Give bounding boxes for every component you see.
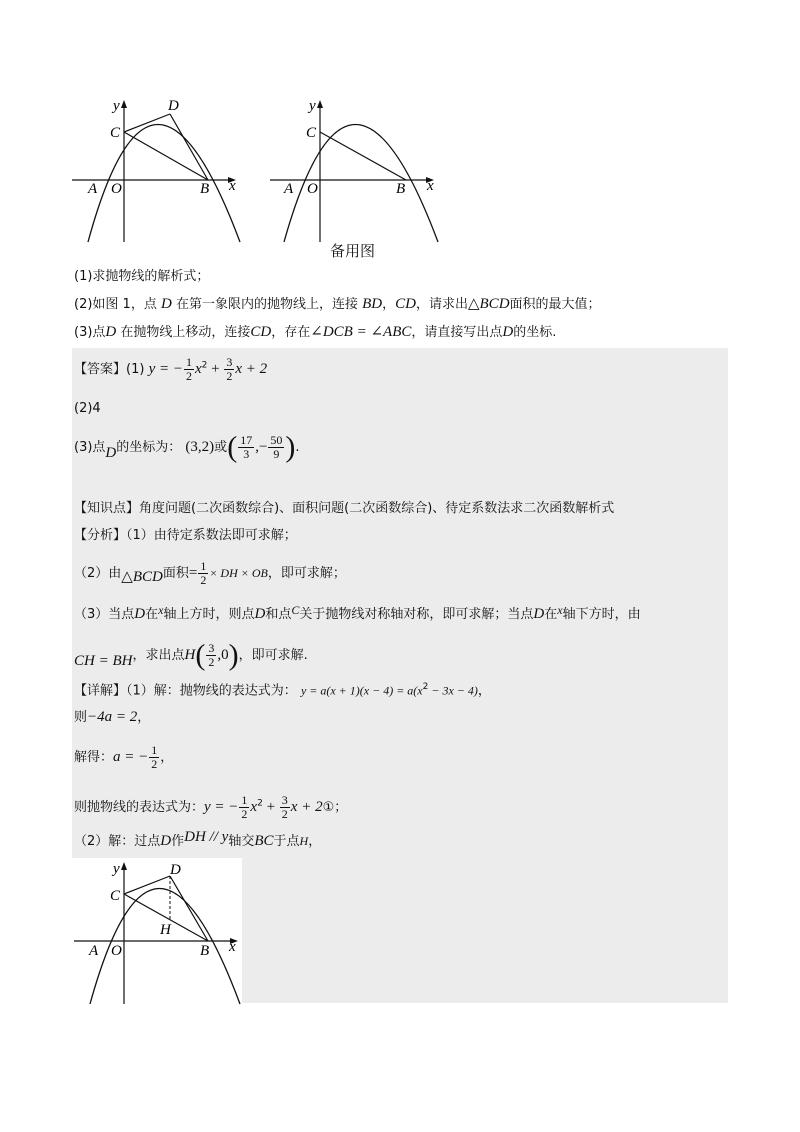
label-y: y bbox=[113, 98, 120, 114]
analysis-2 bbox=[74, 560, 346, 587]
answer-text: 的坐标为： bbox=[116, 440, 182, 455]
label-b: B bbox=[396, 181, 406, 197]
y-arrow-icon bbox=[121, 862, 127, 870]
q2-point-d: D bbox=[160, 296, 172, 312]
segment-cb bbox=[124, 132, 208, 180]
detail-text: ， bbox=[308, 834, 322, 849]
q3-segment-cd: CD bbox=[250, 324, 272, 340]
q2-segment-cd: CD bbox=[395, 296, 416, 312]
fraction: $\frac{3}{2}$ bbox=[226, 355, 233, 383]
detail-text: ； bbox=[334, 800, 348, 815]
detail-math: + bbox=[262, 799, 279, 815]
paren-left: ( bbox=[227, 430, 238, 464]
analysis-text: ，求出点 bbox=[132, 648, 185, 663]
answer-point-d: D bbox=[105, 445, 117, 461]
segment-db bbox=[170, 114, 208, 180]
analysis-axis-x: x bbox=[158, 603, 164, 617]
analysis-text: （2）由 bbox=[74, 566, 122, 581]
detail-text: 于点 bbox=[273, 834, 300, 849]
analysis-text: 在 bbox=[145, 607, 159, 622]
answer-text: . bbox=[295, 440, 300, 455]
label-a: A bbox=[284, 181, 294, 197]
label-a: A bbox=[88, 181, 98, 197]
analysis-point-h: H bbox=[184, 647, 196, 663]
label-c: C bbox=[110, 125, 121, 141]
analysis-text: 关于抛物线对称轴对称，即可求解；当点 bbox=[299, 607, 534, 622]
q2-segment-bd: BD bbox=[362, 296, 383, 312]
fraction: $\frac{3}{2}$ bbox=[281, 793, 288, 821]
figure-2 bbox=[258, 92, 458, 247]
q2-text: 面积的最大值； bbox=[509, 297, 601, 312]
q2-text: ， bbox=[382, 297, 396, 312]
label-y: y bbox=[113, 861, 120, 877]
answer-text: (3)点 bbox=[74, 440, 106, 455]
detail-label: 【详解】 bbox=[74, 683, 127, 699]
q3-text: ，存在 bbox=[271, 325, 311, 340]
fraction: $\frac{50}{9}$ bbox=[270, 433, 283, 461]
q3-text: (3)点 bbox=[74, 325, 106, 340]
q3-text: 在抛物线上移动，连接 bbox=[120, 325, 251, 340]
label-b: B bbox=[200, 181, 210, 197]
q3-point-d: D bbox=[502, 324, 514, 340]
detail-4 bbox=[74, 794, 347, 821]
detail-math: y = − bbox=[204, 799, 239, 815]
analysis-axis-x: x bbox=[557, 603, 563, 617]
q3-text: ，请直接写出点 bbox=[411, 325, 503, 340]
paren-left: ( bbox=[195, 638, 206, 672]
analysis-math: × DH × OB bbox=[209, 566, 268, 580]
detail-segment-bc: BC bbox=[254, 833, 274, 849]
q2-text: ，请求出 bbox=[415, 297, 468, 312]
q3-point-d: D bbox=[105, 324, 117, 340]
detail-text: 则抛物线的表达式为： bbox=[74, 800, 205, 815]
superscript: 2 bbox=[257, 798, 263, 809]
q3-angle-eq: ∠DCB = ∠ABC bbox=[310, 324, 412, 340]
detail-3 bbox=[74, 744, 173, 771]
answer-text: (1) bbox=[126, 362, 145, 377]
y-arrow-icon bbox=[317, 100, 323, 108]
analysis-text: 在 bbox=[544, 607, 558, 622]
analysis-text: 轴下方时，由 bbox=[562, 607, 641, 622]
segment-cd bbox=[124, 114, 170, 132]
detail-text: 轴交 bbox=[228, 834, 255, 849]
figure-2-caption: 备用图 bbox=[330, 242, 376, 260]
paren-right: ) bbox=[285, 430, 296, 464]
analysis-text: ，即可求解； bbox=[267, 566, 346, 581]
fraction: $\frac{1}{2}$ bbox=[151, 743, 158, 771]
detail-math: x bbox=[250, 799, 258, 815]
solution-white-cut bbox=[242, 860, 728, 1003]
analysis-point-c: C bbox=[291, 603, 300, 617]
superscript: 2 bbox=[201, 360, 208, 371]
question-1: (1)求抛物线的解析式； bbox=[74, 269, 210, 284]
label-b: B bbox=[200, 943, 210, 959]
analysis-point-d: D bbox=[254, 606, 266, 622]
detail-text: ， bbox=[477, 683, 491, 699]
label-a: A bbox=[89, 943, 99, 959]
detail-point-d: D bbox=[160, 833, 172, 849]
answer-1 bbox=[74, 356, 267, 383]
label-x: x bbox=[229, 939, 236, 955]
answer-2: (2)4 bbox=[74, 401, 101, 416]
label-o: O bbox=[111, 181, 122, 197]
detail-text: 解得： bbox=[74, 750, 114, 765]
analysis-math: = bbox=[188, 565, 198, 581]
detail-math: y = a(x + 1)(x − 4) = a(x bbox=[300, 683, 423, 698]
fraction: $\frac{1}{2}$ bbox=[200, 559, 207, 587]
analysis-1 bbox=[74, 527, 297, 545]
paren-right: ) bbox=[228, 638, 239, 672]
q2-text: 在第一象限内的抛物线上，连接 bbox=[175, 297, 358, 312]
knowledge-line bbox=[74, 500, 614, 518]
analysis-triangle: △BCD bbox=[121, 569, 163, 585]
analysis-text: 轴上方时，则点 bbox=[163, 607, 255, 622]
answer-math: x bbox=[194, 361, 202, 377]
analysis-text: ，即可求解. bbox=[238, 648, 308, 663]
answer-coord-1: (3,2) bbox=[185, 439, 215, 455]
q3-text: 的坐标. bbox=[513, 325, 557, 340]
label-c: C bbox=[306, 125, 317, 141]
detail-text: （1）解：抛物线的表达式为： bbox=[126, 683, 297, 699]
figure-1 bbox=[60, 92, 260, 247]
answer-text: 或 bbox=[214, 440, 228, 455]
fraction: $\frac{3}{2}$ bbox=[208, 641, 215, 669]
label-o: O bbox=[307, 181, 318, 197]
detail-point-h: H bbox=[299, 834, 309, 848]
analysis-point-d: D bbox=[533, 606, 545, 622]
segment-db bbox=[170, 876, 208, 941]
detail-text: （2）解：过点 bbox=[74, 834, 161, 849]
answer-3 bbox=[74, 430, 300, 464]
analysis-label: 【分析】 bbox=[74, 528, 127, 543]
knowledge-label: 【知识点】 bbox=[74, 501, 140, 516]
fraction: $\frac{1}{2}$ bbox=[241, 793, 248, 821]
knowledge-text: 角度问题(二次函数综合)、面积问题(二次函数综合)、待定系数法求二次函数解析式 bbox=[139, 501, 615, 516]
detail-5 bbox=[74, 829, 322, 851]
answer-math: + bbox=[207, 361, 224, 377]
answer-math: y = − bbox=[148, 361, 183, 377]
detail-math: −4a = 2 bbox=[87, 709, 138, 725]
analysis-point-d: D bbox=[134, 606, 146, 622]
q2-text: (2)如图 1，点 bbox=[74, 297, 157, 312]
question-3 bbox=[74, 323, 556, 342]
fraction: $\frac{1}{2}$ bbox=[185, 355, 192, 383]
fraction: $\frac{17}{3}$ bbox=[240, 433, 253, 461]
detail-2 bbox=[74, 708, 150, 727]
label-x: x bbox=[427, 178, 434, 194]
detail-math: DH // y bbox=[184, 829, 229, 845]
analysis-text: （1）由待定系数法即可求解； bbox=[126, 528, 297, 543]
answer-math: ,− bbox=[255, 439, 268, 455]
question-2 bbox=[74, 295, 601, 314]
superscript: 2 bbox=[422, 682, 429, 692]
y-arrow-icon bbox=[121, 100, 127, 108]
analysis-3 bbox=[74, 601, 641, 624]
analysis-math: CH = BH bbox=[74, 653, 133, 669]
analysis-text: 和点 bbox=[265, 607, 292, 622]
detail-math: x + 2 bbox=[290, 799, 323, 815]
detail-circled-number: ① bbox=[322, 800, 335, 815]
detail-text: 则 bbox=[74, 710, 88, 725]
detail-text: 作 bbox=[171, 834, 185, 849]
analysis-text: 面积 bbox=[162, 566, 189, 581]
detail-math: a = − bbox=[113, 749, 149, 765]
label-y: y bbox=[309, 98, 316, 114]
label-c: C bbox=[110, 888, 121, 904]
answer-math: x + 2 bbox=[235, 361, 268, 377]
label-x: x bbox=[229, 178, 236, 194]
analysis-math: ,0 bbox=[217, 647, 229, 663]
detail-text: ， bbox=[137, 710, 151, 725]
label-h: H bbox=[160, 922, 171, 938]
detail-math: − 3x − 4) bbox=[428, 683, 478, 698]
segment-cb bbox=[320, 132, 406, 180]
answer-label: 【答案】 bbox=[74, 362, 127, 377]
analysis-text: （3）当点 bbox=[74, 607, 135, 622]
label-o: O bbox=[111, 943, 122, 959]
detail-1 bbox=[74, 678, 491, 700]
q2-triangle: △BCD bbox=[467, 296, 510, 312]
figure-3 bbox=[72, 858, 242, 1006]
label-d: D bbox=[170, 862, 181, 878]
analysis-4 bbox=[74, 638, 308, 672]
label-d: D bbox=[168, 98, 179, 114]
detail-text: ， bbox=[160, 750, 174, 765]
